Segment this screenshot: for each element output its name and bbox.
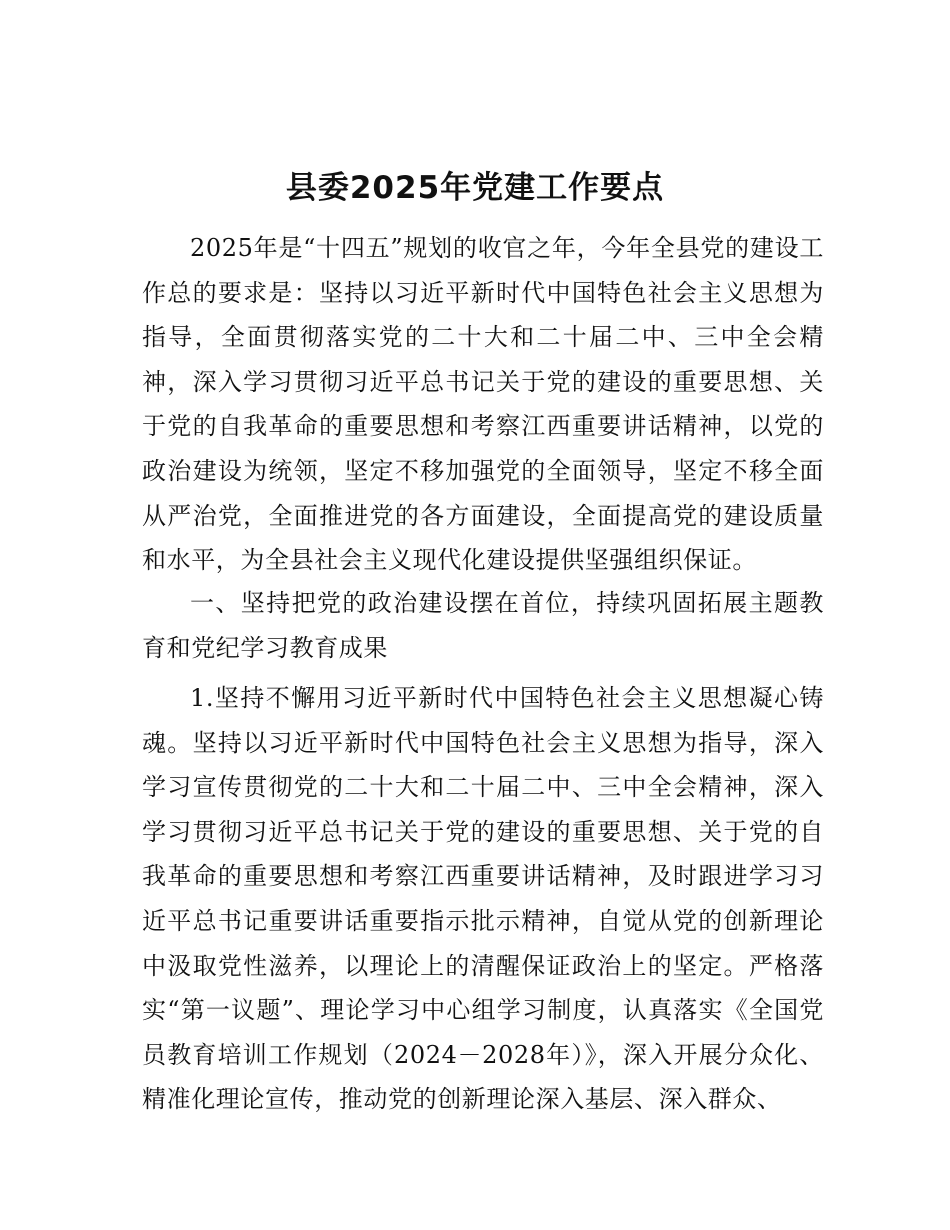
item-paragraph-1: 1.坚持不懈用习近平新时代中国特色社会主义思想凝心铸魂。坚持以习近平新时代中国特色社会主义思想为指导，深入学习宣传贯彻党的二十大和二十届二中、三中全会精神，深入学习贯彻习近平总书记关于党的建设的重要思想、关于党的自我革命的重要思想和考察江西重要讲话精神，及时跟进学习习近平总书记重要讲话重要指示批示精神，自觉从党的创新理论中汲取党性滋养，以理论上的清醒保证政治上的坚定。严格落实“第一议题”、理论学习中心组学习制度，认真落实《全国党员教育培训工作规划（2024－2028年）》，深入开展分众化、精准化理论宣传，推动党的创新理论深入基层、深入群众、 — [142, 684, 824, 1114]
document-title: 县委2025年党建工作要点 — [285, 170, 665, 206]
intro-paragraph: 2025年是“十四五”规划的收官之年，今年全县党的建设工作总的要求是：坚持以习近平新时代中国特色社会主义思想为指导，全面贯彻落实党的二十大和二十届二中、三中全会精神，深入学习贯彻习近平总书记关于党的建设的重要思想、关于党的自我革命的重要思想和考察江西重要讲话精神，以党的政治建设为统领，坚定不移加强党的全面领导，坚定不移全面从严治党，全面推进党的各方面建设，全面提高党的建设质量和水平，为全县社会主义现代化建设提供坚强组织保证。 — [142, 234, 824, 575]
section-heading-1: 一、坚持把党的政治建设摆在首位，持续巩固拓展主题教育和党纪学习教育成果 — [142, 589, 824, 662]
